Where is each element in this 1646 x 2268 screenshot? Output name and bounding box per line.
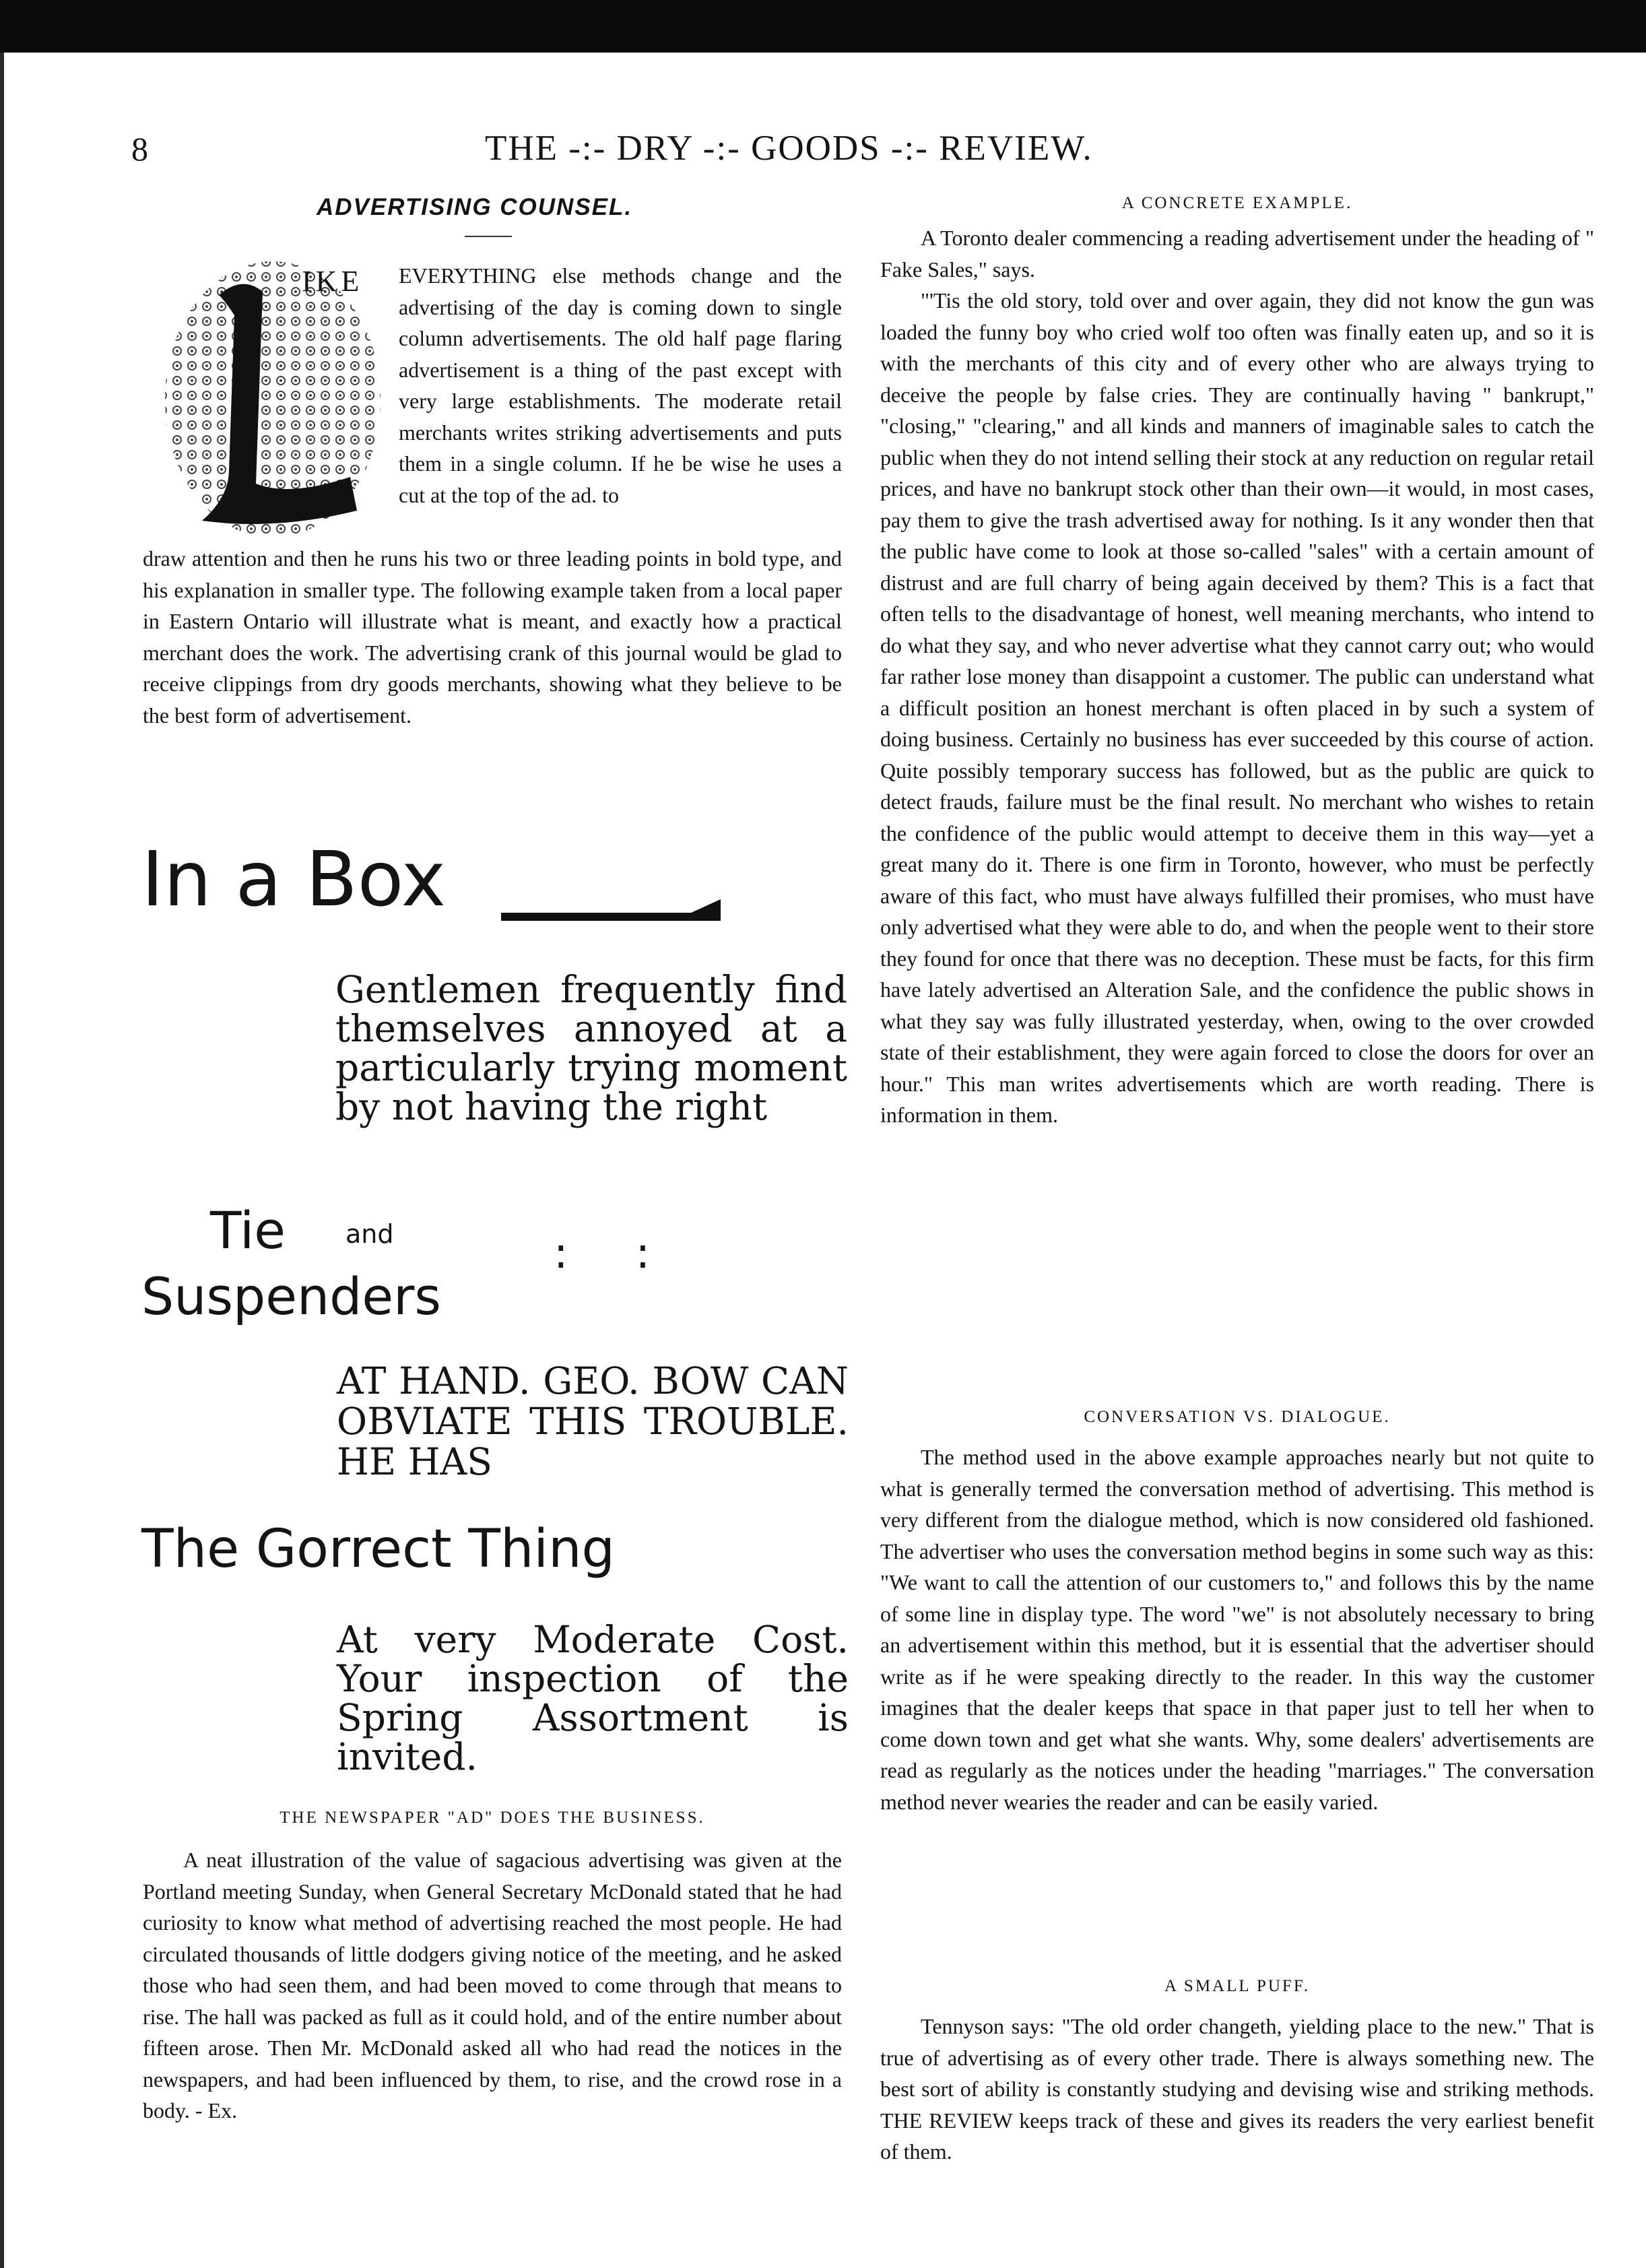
ad-and: and bbox=[345, 1219, 394, 1249]
dropcap-word-rest: IKE bbox=[302, 265, 364, 298]
ad-colon-ornaments: :: bbox=[554, 1229, 718, 1278]
conversation-section-heading: CONVERSATION VS. DIALOGUE. bbox=[1084, 1408, 1391, 1426]
ad-tie: Tie bbox=[210, 1200, 286, 1260]
running-head: THE -:- DRY -:- GOODS -:- REVIEW. bbox=[485, 129, 1093, 168]
ad-gentlemen-text: Gentlemen frequently find themselves annoyed at a particularly trying moment by not having the right bbox=[335, 968, 847, 1128]
advertising-counsel-heading: ADVERTISING COUNSEL. bbox=[317, 194, 633, 220]
concrete-example-heading: A CONCRETE EXAMPLE. bbox=[1121, 194, 1353, 212]
ad-headline-underline-tip bbox=[673, 899, 721, 921]
ad-headline: In a Box bbox=[141, 836, 447, 924]
concrete-example-paragraph-2: "'Tis the old story, told over and over again, they did not know the gun was loaded the funny boy who cried wolf too often was finally eaten up, and so it is with the merchants of this city and of every other who are always trying to deceive the people by false cries. They are continually having " bankrupt," "closing," "clearing," and all kinds and manners of imaginable sales to catch the public when they do not intend selling their stock at any reduction on regular retail prices, and have no bankrupt stock other than their own—it would, in most cases, pay them to give the trash advertised away for nothing. Is it any wonder then that the public have come to look at those so-called "sales" with a certain amount of distrust and are full charry of being again deceived by them? This is a fact that often tells to the disadvantage of honest, well meaning merchants, who intend to do what they say, and who never advertise what they cannot carry out; who would far rather lose money than disappoint a customer. The public can understand what a difficult position an honest merchant is often placed in by such a system of doing business. Certainly no business has ever succeeded by this course of action. Quite possibly temporary success has followed, but as the public are quick to detect frauds, failure must be the final result. No merchant who wishes to retain the confidence of the public would attempt to deceive them in this way—yet a great many do it. There is one firm in Toronto, however, who must be perfectly aware of this fact, who must have always fulfilled their promises, who must have only advertised what they were able to do, and when the people went to their store they found for once that there was no deception. These must be facts, for this firm have lately advertised an Alteration Sale, and the confidence the public shows in what they say was fully illustrated yesterday, when, owing to the over crowded state of their establishment, they were again forced to close the doors for over an hour." This man writes advertisements which are worth reading. There is information in them. bbox=[880, 288, 1594, 1127]
ornamental-dropcap bbox=[155, 255, 404, 551]
newspaper-section-heading: THE NEWSPAPER "AD" DOES THE BUSINESS. bbox=[279, 1809, 705, 1827]
scan-left-edge bbox=[0, 53, 4, 2268]
ad-suspenders: Suspenders bbox=[141, 1266, 442, 1326]
ad-moderate-cost-text: At very Moderate Cost. Your inspection of the Spring Assortment is invited. bbox=[337, 1618, 849, 1778]
concrete-example-body bbox=[880, 222, 1594, 1131]
concrete-example-paragraph-1: A Toronto dealer commencing a reading advertisement under the heading of " Fake Sales," says. bbox=[880, 226, 1594, 282]
intro-paragraph-top: EVERYTHING else methods change and the advertising of the day is coming down to single column advertisements. The old half page flaring advertisement is a thing of the past except with very large establishments. The moderate retail merchants writes striking advertisements and puts them in a single column. If he be wise he uses a cut at the top of the ad. to bbox=[399, 263, 842, 507]
ad-correct-thing: The Gorrect Thing bbox=[141, 1519, 616, 1580]
small-puff-body: Tennyson says: "The old order changeth, yielding place to the new." That is true of advertising as of every other trade. There is always something new. The best sort of ability is constantly studying and devising wise and striking methods. THE REVIEW keeps track of these and gives its readers the very earliest benefit of them. bbox=[880, 2014, 1594, 2164]
ornamental-dropcap-graphic bbox=[155, 255, 404, 551]
intro-paragraph-bottom: draw attention and then he runs his two or three leading points in bold type, and his explanation in smaller type. The following example taken from a local paper in Eastern Ontario will illustrate what is meant, and exactly how a practical merchant does the work. The advertising crank of this journal would be glad to receive clippings from dry goods merchants, showing what they believe to be the best form of advertisement. bbox=[143, 546, 842, 727]
small-puff-heading: A SMALL PUFF. bbox=[1164, 1977, 1310, 1995]
ad-at-hand-text: AT HAND. GEO. BOW CAN OBVIATE THIS TROUBLE. HE HAS bbox=[337, 1359, 849, 1483]
scan-top-border bbox=[0, 0, 1646, 53]
heading-rule bbox=[465, 236, 512, 237]
page-number: 8 bbox=[131, 130, 148, 168]
newspaper-section-body: A neat illustration of the value of sagacious advertising was given at the Portland meeting Sunday, when General Secretary McDonald stated that he had curiosity to know what method of advertising reached the most people. He had circulated thousands of little dodgers giving notice of the meeting, and he asked those who had seen them, and had been moved to come through that means to rise. The hall was packed as full as it could hold, and of the entire number about fifteen arose. Then Mr. McDonald asked all who had read the notices in the newspapers, and had been influenced by them, to rise, and the crowd rose in a body. - Ex. bbox=[143, 1848, 842, 2123]
conversation-section-body: The method used in the above example approaches nearly but not quite to what is generally termed the conversation method of advertising. This method is very different from the dialogue method, which is now considered old fashioned. The advertiser who uses the conversation method begins in some such way as this: "We want to call the attention of our customers to," and follows this by the name of some line in display type. The word "we" is not absolutely necessary to bring an advertisement within this method, but it is essential that the advertiser should write as if he were speaking directly to the reader. In this way the customer imagines that the dealer keeps that space in that paper just to tell her when to come down town and get what she wants. Why, some dealers' advertisements are read as regularly as the notices under the heading "marriages." The conversation method never wearies the reader and can be easily varied. bbox=[880, 1445, 1594, 1814]
